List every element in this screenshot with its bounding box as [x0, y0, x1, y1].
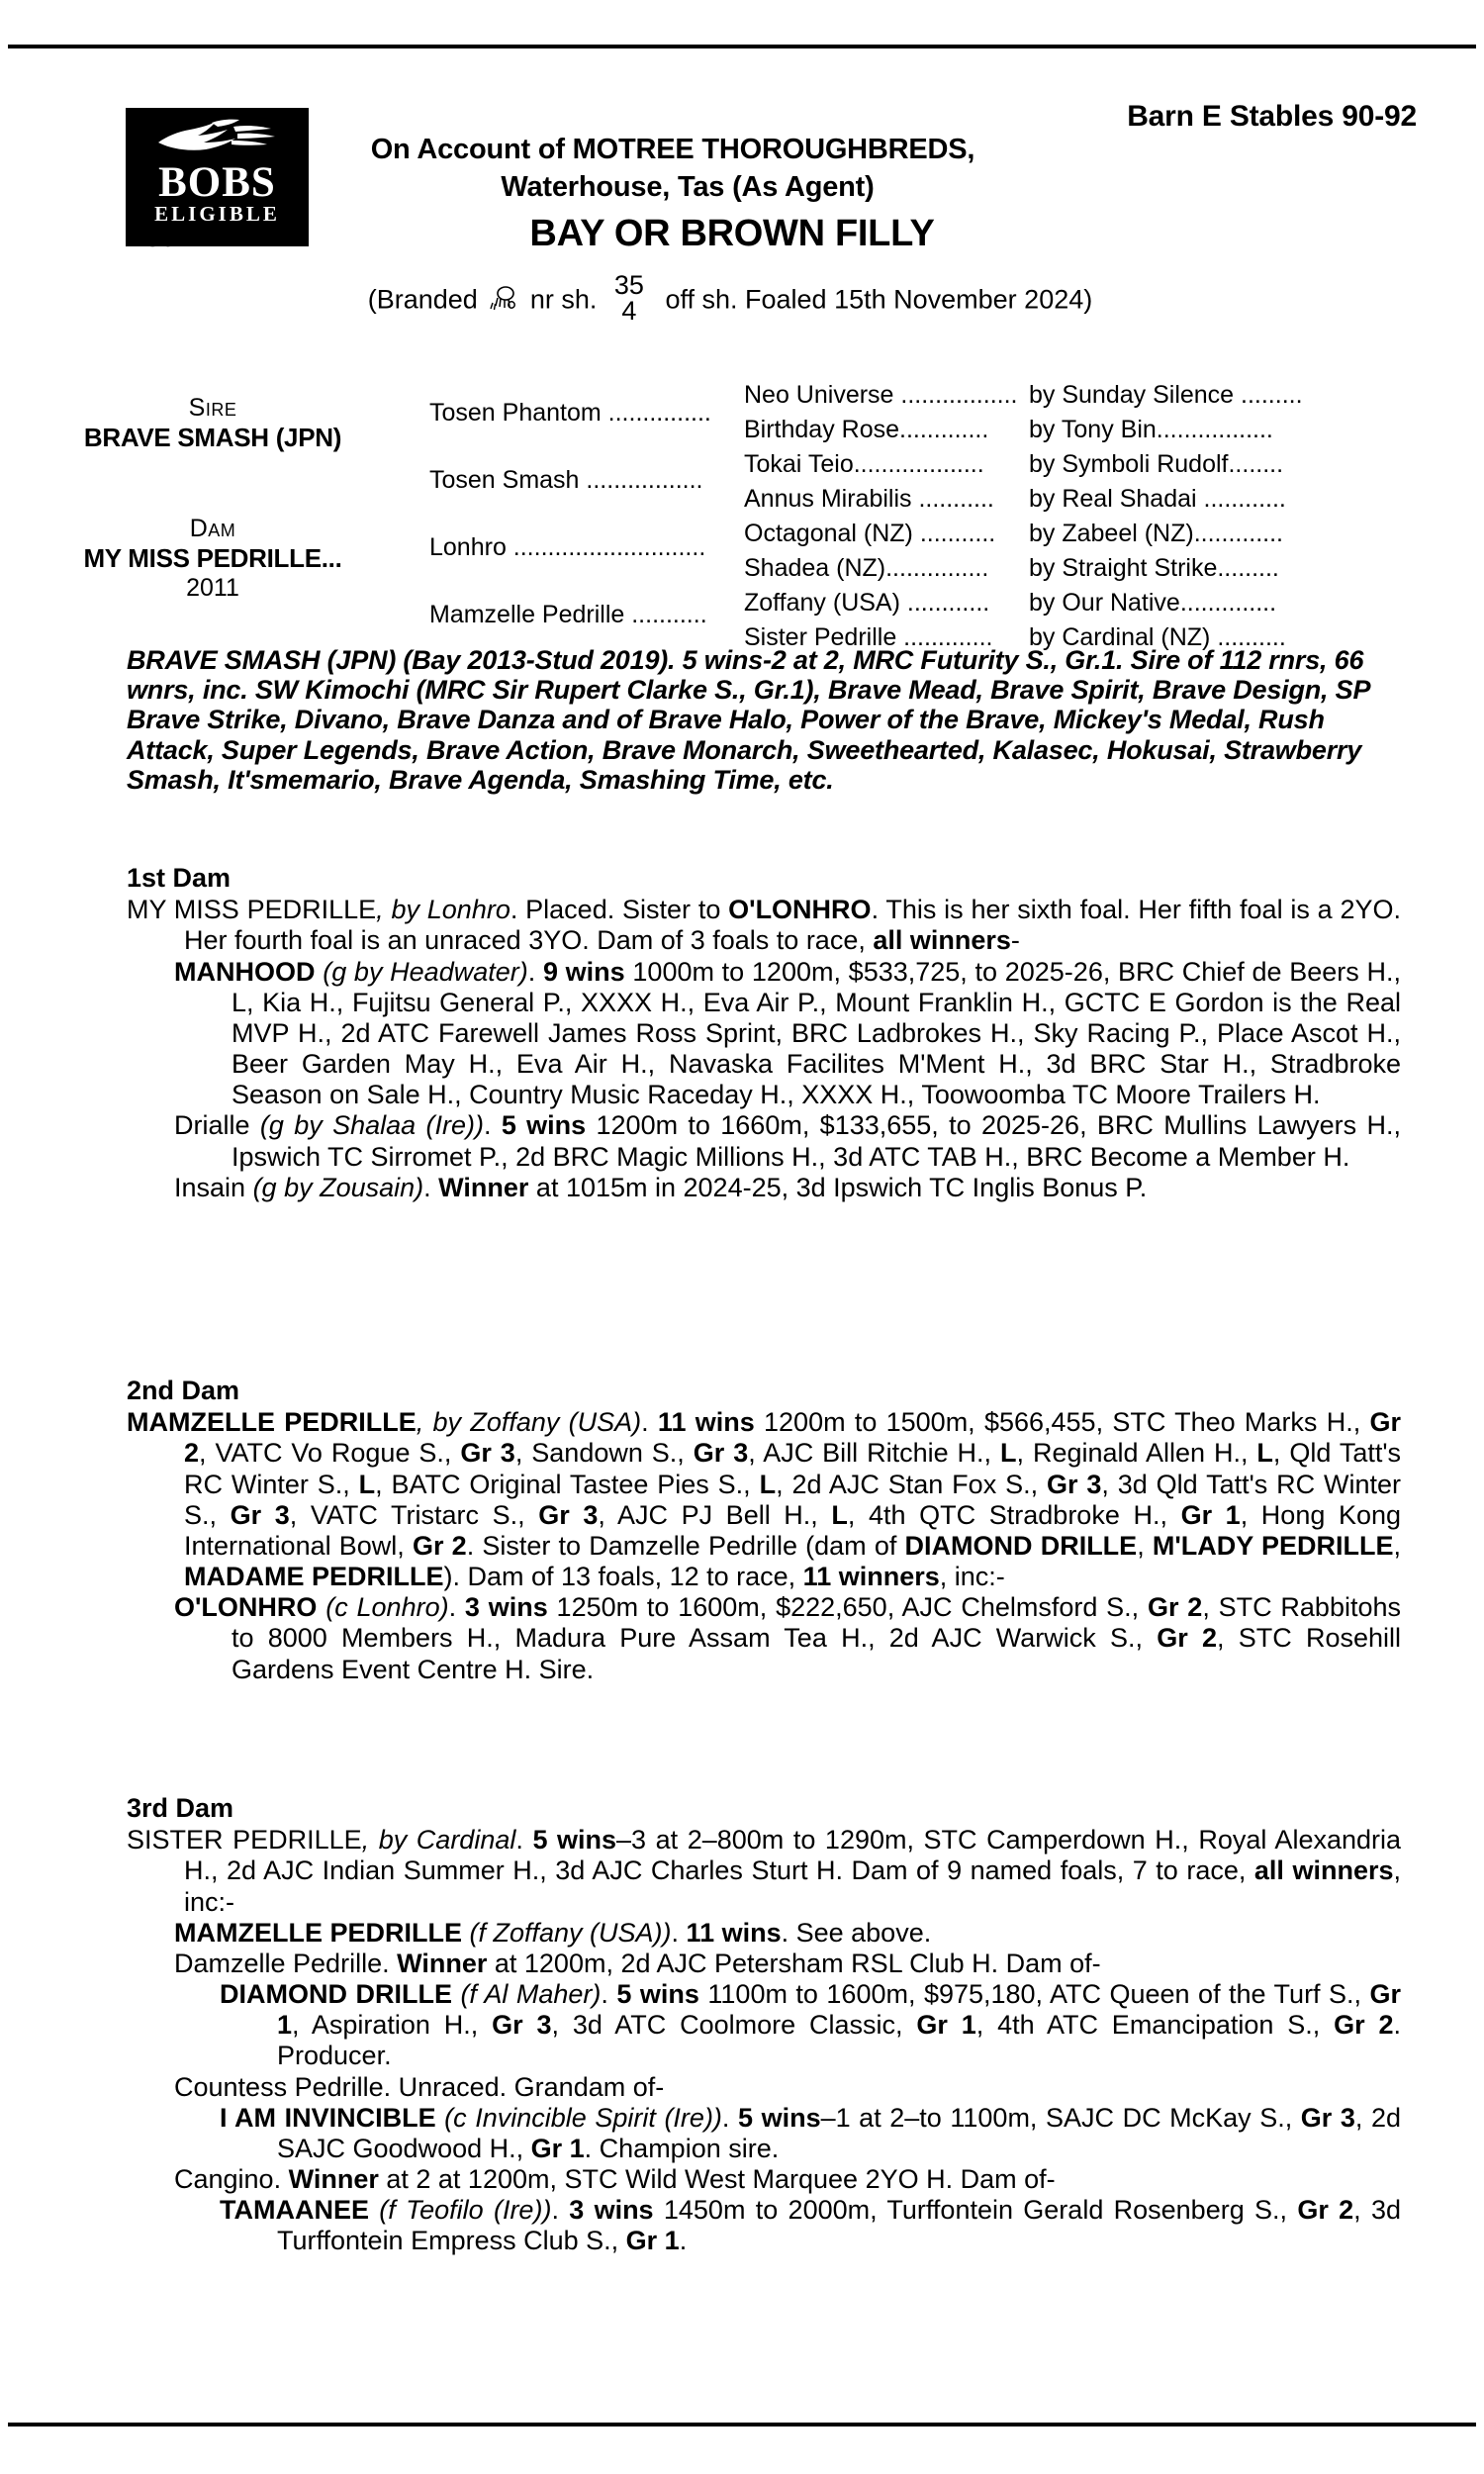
progeny-detail: , Aspiration H.,: [292, 2010, 493, 2041]
progeny-wins: Winner: [288, 2164, 379, 2195]
ped-g4-row: by Straight Strike.........: [1029, 554, 1279, 582]
grade-badge: Gr 1: [530, 2133, 585, 2163]
progeny-entry: DIAMOND DRILLE (f Al Maher). 5 wins 1100m to 1600m, $975,180, ATC Queen of the Turf S., Gr 1, Aspiration H., Gr 3, 3d ATC Coolmore Classic, Gr 1, 4th ATC Emancipation S., Gr 2. Producer.: [220, 1979, 1402, 2071]
grade-badge: Gr 3: [230, 1499, 290, 1530]
sd-t7: , 2d AJC Stan Fox S.,: [776, 1469, 1047, 1499]
sire-block: [0, 394, 425, 453]
ped-g3-row: Shadea (NZ)...............: [744, 554, 989, 582]
third-dam-wins: 5 wins: [532, 1825, 617, 1856]
progeny-detail: , STC Rabbitohs to 8000 Members H., Madura Pure Assam Tea H., 2d AJC Warwick S.,: [232, 1592, 1401, 1654]
ped-g2-row: Tosen Smash .................: [429, 466, 703, 494]
ped-g3-row: Annus Mirabilis ...........: [744, 485, 994, 513]
account-line-2: Waterhouse, Tas (As Agent): [501, 171, 875, 203]
progeny-detail: . See above.: [781, 1917, 932, 1948]
ped-g4-row: by Real Shadai ............: [1029, 485, 1286, 513]
first-dam-tail: -: [1010, 925, 1020, 956]
second-dam-wins: 11 wins: [657, 1407, 755, 1438]
grade-badge: Gr 1: [1180, 1499, 1241, 1530]
ped-g3-row: Neo Universe .................: [744, 381, 1018, 409]
progeny-wins: 11 wins: [686, 1917, 782, 1948]
sd-t15: ,: [1393, 1530, 1401, 1561]
ped-g2-row: Tosen Phantom ...............: [429, 399, 711, 427]
sd-t16: ). Dam of 13 foals, 12 to race,: [443, 1562, 803, 1592]
progeny-name: Drialle: [174, 1110, 250, 1141]
first-dam-allwinners: all winners: [873, 925, 1011, 956]
third-dam-detail: –3 at 2–800m to 1290m, STC Camperdown H., Royal Alexandria H., 2d AJC Indian Summer H., 3d AJC Charles Sturt H. Dam of 9 named foals, 7 to race,: [184, 1825, 1402, 1886]
listed-badge: L: [358, 1469, 376, 1499]
ped-g3-row: Octagonal (NZ) ...........: [744, 520, 996, 547]
barn-location: Barn E Stables 90-92: [1127, 100, 1417, 133]
dam-name: MY MISS PEDRILLE...: [83, 543, 342, 573]
relative-ref: DIAMOND DRILLE: [904, 1530, 1138, 1561]
listed-badge: L: [759, 1469, 777, 1499]
third-dam-section: [127, 1793, 1401, 2257]
ped-g4-row: by Tony Bin.................: [1029, 416, 1273, 443]
grade-badge: Gr 2: [1157, 1623, 1218, 1654]
grade-badge: Gr 2: [184, 1407, 1401, 1469]
progeny-sire-note: (g by Headwater): [315, 956, 528, 987]
sd-t4: , Reginald Allen H.,: [1016, 1438, 1257, 1469]
progeny-sire-note: (f Zoffany (USA)): [462, 1917, 672, 1948]
progeny-detail: at 1015m in 2024-25, 3d Ipswich TC Inglis Bonus P.: [528, 1172, 1148, 1202]
progeny-entry: MANHOOD (g by Headwater). 9 wins 1000m to 1200m, $533,725, to 2025-26, BRC Chief de Beers H., L, Kia H., Fujitsu General P., XXXX H., Eva Air P., Mount Franklin H., GCTC E Gordon is the Real MVP H., 2d ATC Farewell James Ross Sprint, BRC Ladbrokes H., Sky Racing P., Place Ascot H., Beer Garden May H., Eva Air H., Navaska Facilites M'Ment H., 3d BRC Star H., Stradbroke Season on Sale H., Country Music Raceday H., XXXX H., Toowoomba TC Moore Trailers H.: [174, 956, 1401, 1110]
first-dam-text-a: . Placed. Sister to: [510, 895, 729, 925]
brand-fraction: [614, 272, 644, 325]
progeny-name: Cangino.: [174, 2164, 282, 2195]
grade-badge: Gr 1: [625, 2226, 680, 2256]
third-dam-name: SISTER PEDRILLE: [127, 1825, 362, 1856]
progeny-name: I AM INVINCIBLE: [220, 2102, 436, 2133]
logo-subtext: ELIGIBLE: [154, 202, 280, 227]
listed-badge: L: [831, 1499, 848, 1530]
sd-t9: , VATC Tristarc S.,: [289, 1499, 539, 1530]
progeny-detail: , 4th ATC Emancipation S.,: [975, 2010, 1335, 2041]
progeny-sire-note: (c Invincible Spirit (Ire)): [435, 2102, 722, 2133]
sire-name: BRAVE SMASH (JPN): [83, 423, 342, 452]
progeny-detail: 1450m to 2000m, Turffontein Gerald Rosenberg S.,: [653, 2195, 1298, 2226]
progeny-entry: [127, 1949, 1401, 1979]
progeny-wins: 5 wins: [738, 2102, 821, 2133]
relative-ref: M'LADY PEDRILLE: [1152, 1530, 1394, 1561]
sd-t10: , AJC PJ Bell H.,: [598, 1499, 832, 1530]
brand-fraction-numerator: 35: [613, 270, 644, 300]
bottom-divider-rule: [8, 2423, 1476, 2426]
progeny-detail: 1200m to 1660m, $133,655, to 2025-26, BRC Mullins Lawyers H., Ipswich TC Sirromet P., 2d BRC Magic Millions H., 3d ATC TAB H., BRC Become a Member H.: [232, 1110, 1401, 1172]
sire-label: Sire: [188, 394, 237, 422]
branded-mid: nr sh.: [529, 284, 598, 315]
pedigree-generation-2: [429, 378, 736, 632]
brand-fraction-denominator: 4: [621, 296, 637, 327]
first-dam-lead: [127, 895, 1401, 956]
grade-badge: Gr 3: [1300, 2102, 1355, 2133]
progeny-detail: . Producer.: [277, 2010, 1401, 2071]
ped-g4-row: by Cardinal (NZ) ..........: [1029, 623, 1286, 651]
progeny-sire-note: (f Al Maher): [451, 1979, 602, 2010]
listed-badge: L: [1000, 1438, 1017, 1469]
sd-t17: , inc:-: [939, 1562, 1005, 1592]
winners-count: 11 winners: [802, 1562, 940, 1592]
progeny-entry: [127, 2164, 1401, 2195]
first-dam-by: , by Lonhro: [376, 895, 510, 925]
sd-t2: , Sandown S.,: [514, 1438, 694, 1469]
progeny-name: MAMZELLE PEDRILLE: [174, 1917, 462, 1948]
branding-details: [0, 272, 1484, 325]
progeny-name: Countess Pedrille. Unraced. Grandam of-: [174, 2071, 665, 2102]
first-dam-ref: O'LONHRO: [728, 895, 872, 925]
pedigree-table: [0, 378, 1484, 651]
grade-badge: Gr 2: [412, 1530, 467, 1561]
progeny-name: MANHOOD: [174, 956, 316, 987]
page-header: [0, 94, 1484, 351]
page-title: BAY OR BROWN FILLY: [529, 213, 935, 254]
dam-label: Dam: [189, 515, 236, 542]
first-dam-heading: 1st Dam: [127, 863, 232, 893]
third-dam-by: , by Cardinal: [361, 1825, 516, 1856]
ped-g4-row: by Our Native..............: [1029, 589, 1277, 617]
grade-badge: Gr 3: [492, 2010, 552, 2041]
progeny-detail: at 1200m, 2d AJC Petersham RSL Club H. Dam of-: [487, 1948, 1101, 1978]
progeny-sire-note: (c Lonhro): [317, 1592, 449, 1623]
second-dam-section: [127, 1376, 1401, 1685]
progeny-detail: .: [679, 2226, 688, 2256]
progeny-detail: at 2 at 1200m, STC Wild West Marquee 2YO H. Dam of-: [378, 2164, 1056, 2195]
progeny-name: DIAMOND DRILLE: [220, 1979, 452, 2010]
sire-summary-paragraph: BRAVE SMASH (JPN) (Bay 2013-Stud 2019). 5 wins-2 at 2, MRC Futurity S., Gr.1. Sire of 112 rnrs, 66 wnrs, inc. SW Kimochi (MRC Sir Rupert Clarke S., Gr.1), Brave Mead, Brave Spirit, Brave Design, SP Brave Strike, Divano, Brave Danza and of Brave Halo, Power of the Brave, Mickey's Medal, Rush Attack, Super Legends, Brave Action, Brave Monarch, Sweethearted, Kalasec, Hokusai, Strawberry Smash, It'smemario, Brave Agenda, Smashing Time, etc.: [127, 645, 1370, 795]
branded-prefix: (Branded: [367, 284, 478, 315]
ped-g4-row: by Symboli Rudolf........: [1029, 450, 1284, 478]
grade-badge: Gr 1: [916, 2010, 976, 2041]
grade-badge: Gr 2: [1147, 1592, 1203, 1623]
grade-badge: Gr 3: [538, 1499, 599, 1530]
listed-badge: L: [1256, 1438, 1273, 1469]
progeny-wins: Winner: [438, 1172, 529, 1202]
top-divider-rule: [8, 45, 1476, 48]
progeny-wins: 5 wins: [501, 1110, 587, 1141]
grade-badge: Gr 3: [460, 1438, 515, 1469]
account-line-1: On Account of MOTREE THOROUGHBREDS,: [370, 134, 975, 165]
first-dam-text-b: . This is her sixth foal. Her fifth foal is a 2YO. Her fourth foal is an unraced 3YO. Dam of 3 foals to race,: [184, 895, 1401, 956]
ped-g3-row: Sister Pedrille .............: [744, 623, 993, 651]
logo-wordmark: BOBS: [158, 159, 276, 206]
pedigree-generation-4: [1029, 378, 1444, 655]
sd-t12: , Hong Kong International Bowl,: [184, 1499, 1402, 1561]
second-dam-lead: MAMZELLE PEDRILLE, by Zoffany (USA). 11 wins 1200m to 1500m, $566,455, STC Theo Marks H., Gr 2, VATC Vo Rogue S., Gr 3, Sandown S., Gr 3, AJC Bill Ritchie H., L, Reginald Allen H., L, Qld Tatt's RC Winter S., L, BATC Original Tastee Pies S., L, 2d AJC Stan Fox S., Gr 3, 3d Qld Tatt's RC Winter S., Gr 3, VATC Tristarc S., Gr 3, AJC PJ Bell H., L, 4th QTC Stradbroke H., Gr 1, Hong Kong International Bowl, Gr 2. Sister to Damzelle Pedrille (dam of DIAMOND DRILLE, M'LADY PEDRILLE, MADAME PEDRILLE). Dam of 13 foals, 12 to race, 11 winners, inc:-: [127, 1407, 1402, 1592]
dam-year: 2011: [186, 574, 239, 602]
sd-t0: 1200m to 1500m, $566,455, STC Theo Marks H.,: [754, 1407, 1370, 1438]
progeny-wins: 3 wins: [464, 1592, 548, 1623]
pedigree-generation-3: [744, 378, 1021, 655]
dam-block: [0, 515, 425, 603]
progeny-wins: 5 wins: [616, 1979, 699, 2010]
second-dam-heading: 2nd Dam: [127, 1376, 240, 1405]
progeny-wins: Winner: [397, 1948, 488, 1978]
progeny-entry: MAMZELLE PEDRILLE (f Zoffany (USA)). 11 wins. See above.: [174, 1917, 932, 1948]
all-winners-badge: all winners: [1253, 1856, 1394, 1886]
sd-t6: , BATC Original Tastee Pies S.,: [375, 1469, 760, 1499]
ped-g3-row: Birthday Rose.............: [744, 416, 989, 443]
progeny-name: TAMAANEE: [220, 2195, 369, 2226]
progeny-detail: , STC Rosehill Gardens Event Centre H. Sire.: [232, 1623, 1402, 1684]
ped-g4-row: by Sunday Silence .........: [1029, 381, 1303, 409]
grade-badge: Gr 3: [693, 1438, 749, 1469]
progeny-name: Damzelle Pedrille.: [174, 1948, 390, 1978]
progeny-sire-note: (g by Shalaa (Ire)): [249, 1110, 484, 1141]
progeny-entry: [127, 2072, 1401, 2103]
ped-g4-row: by Zabeel (NZ).............: [1029, 520, 1284, 547]
progeny-detail: 1100m to 1600m, $975,180, ATC Queen of the Turf S.,: [698, 1979, 1370, 2010]
ped-g2-row: Mamzelle Pedrille ...........: [429, 601, 707, 628]
progeny-entry: O'LONHRO (c Lonhro). 3 wins 1250m to 1600m, $222,650, AJC Chelmsford S., Gr 2, STC Rabbitohs to 8000 Members H., Madura Pure Assam Tea H., 2d AJC Warwick S., Gr 2, STC Rosehill Gardens Event Centre H. Sire.: [174, 1592, 1402, 1684]
progeny-detail: 1000m to 1200m, $533,725, to 2025-26, BRC Chief de Beers H., L, Kia H., Fujitsu General P., XXXX H., Eva Air P., Mount Franklin H., GCTC E Gordon is the Real MVP H., 2d ATC Farewell James Ross Sprint, BRC Ladbrokes H., Sky Racing P., Place Ascot H., Beer Garden May H., Eva Air H., Navaska Facilites M'Ment H., 3d BRC Star H., Stradbroke Season on Sale H., Country Music Raceday H., XXXX H., Toowoomba TC Moore Trailers H.: [232, 956, 1401, 1110]
progeny-entry: Drialle (g by Shalaa (Ire)). 5 wins 1200m to 1660m, $133,655, to 2025-26, BRC Mullins Lawyers H., Ipswich TC Sirromet P., 2d BRC Magic Millions H., 3d ATC TAB H., BRC Become a Member H.: [174, 1110, 1401, 1172]
first-dam-name: MY MISS PEDRILLE: [127, 895, 377, 925]
sd-t13: . Sister to Damzelle Pedrille (dam of: [466, 1530, 905, 1561]
sd-t5: , Qld Tatt's RC Winter S.,: [184, 1438, 1401, 1499]
first-dam-section: [127, 863, 1401, 1203]
ped-g2-row: Lonhro ............................: [429, 533, 706, 561]
grade-badge: Gr 1: [277, 1979, 1402, 2041]
grade-badge: Gr 2: [1334, 2010, 1394, 2041]
sd-t3: , AJC Bill Ritchie H.,: [748, 1438, 1000, 1469]
progeny-detail: , 2d SAJC Goodwood H.,: [277, 2102, 1401, 2163]
grade-badge: Gr 2: [1297, 2195, 1354, 2226]
sd-t14: ,: [1137, 1530, 1153, 1561]
sd-t11: , 4th QTC Stradbroke H.,: [847, 1499, 1181, 1530]
progeny-entry: I AM INVINCIBLE (c Invincible Spirit (Ire)). 5 wins–1 at 2–to 1100m, SAJC DC McKay S., Gr 3, 2d SAJC Goodwood H., Gr 1. Champion sire.: [220, 2102, 1401, 2163]
progeny-detail: . Champion sire.: [584, 2133, 780, 2163]
progeny-detail: , 3d ATC Coolmore Classic,: [551, 2010, 917, 2041]
second-dam-by: , by Zoffany (USA): [416, 1407, 642, 1438]
progeny-sire-note: (g by Zousain): [245, 1172, 424, 1202]
progeny-entry: Insain (g by Zousain). Winner at 1015m in 2024-25, 3d Ipswich TC Inglis Bonus P.: [174, 1172, 1148, 1202]
brand-symbol-icon: [487, 285, 520, 315]
progeny-entry: TAMAANEE (f Teofilo (Ire)). 3 wins 1450m to 2000m, Turffontein Gerald Rosenberg S., Gr 2, 3d Turffontein Empress Club S., Gr 1.: [220, 2195, 1401, 2256]
second-dam-name: MAMZELLE PEDRILLE: [127, 1407, 417, 1438]
progeny-name: Insain: [174, 1172, 246, 1202]
ped-g3-row: Zoffany (USA) ............: [744, 589, 990, 617]
branded-suffix: off sh. Foaled 15th November 2024): [665, 284, 1093, 315]
progeny-sire-note: (f Teofilo (Ire)): [369, 2195, 552, 2226]
progeny-detail: , 3d Turffontein Empress Club S.,: [277, 2195, 1401, 2256]
sd-t8: , 3d Qld Tatt's RC Winter S.,: [184, 1469, 1402, 1530]
ped-g3-row: Tokai Teio...................: [744, 450, 984, 478]
progeny-wins: 9 wins: [542, 956, 625, 987]
grade-badge: Gr 3: [1046, 1469, 1102, 1499]
third-dam-heading: 3rd Dam: [127, 1793, 234, 1823]
lot-number: Lot 222: [126, 221, 229, 253]
relative-ref: MADAME PEDRILLE: [184, 1562, 444, 1592]
progeny-wins: 3 wins: [569, 2195, 654, 2226]
progeny-detail: 1250m to 1600m, $222,650, AJC Chelmsford S.,: [547, 1592, 1148, 1623]
sd-t1: , VATC Vo Rogue S.,: [199, 1438, 461, 1469]
third-dam-tail: , inc:-: [184, 1856, 1401, 1917]
third-dam-lead: SISTER PEDRILLE, by Cardinal. 5 wins–3 at 2–800m to 1290m, STC Camperdown H., Royal Alexandria H., 2d AJC Indian Summer H., 3d AJC Charles Sturt H. Dam of 9 named foals, 7 to race, all winners, inc:-: [127, 1825, 1402, 1917]
progeny-name: O'LONHRO: [174, 1592, 318, 1623]
progeny-detail: –1 at 2–to 1100m, SAJC DC McKay S.,: [820, 2102, 1301, 2133]
